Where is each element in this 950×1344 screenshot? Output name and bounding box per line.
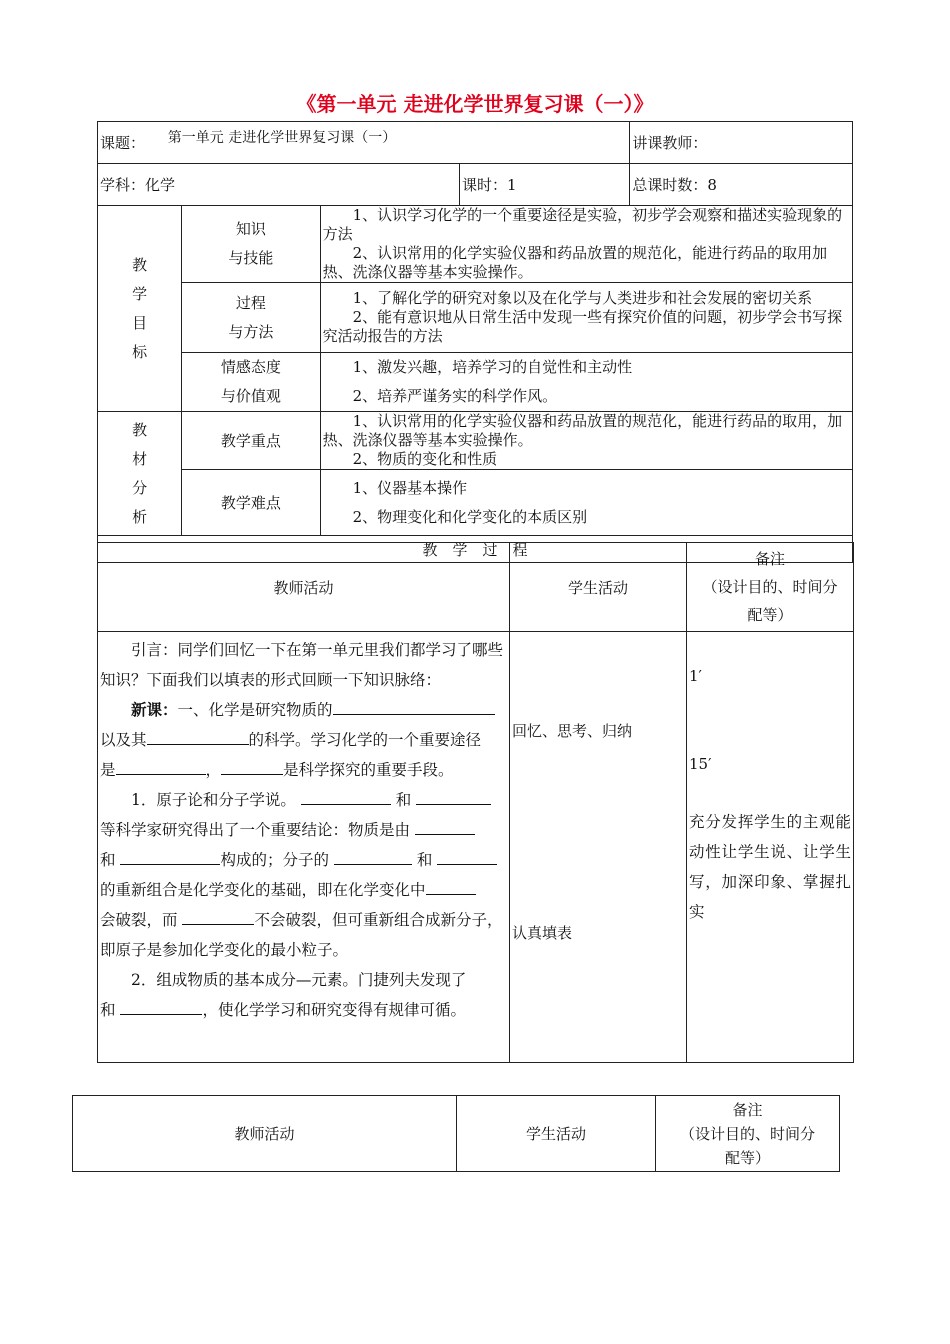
element-paragraph: 2．组成物质的基本成分—元素。门捷列夫发现了 和 ，使化学学习和研究变得有规律可循。: [100, 971, 467, 1019]
col-student-header-2: 学生活动: [457, 1096, 656, 1172]
objective-label-attitude: 情感态度 与价值观: [182, 353, 320, 412]
teacher-cell: 讲课教师：: [630, 122, 853, 164]
student-activity-fill: 认真填表: [512, 924, 573, 942]
analysis-group-label: 教 材 分 析: [98, 412, 182, 536]
analysis-label-difficult: 教学难点: [182, 470, 320, 536]
col-note-header: 备注 （设计目的、时间分 配等）: [687, 543, 854, 632]
objective-label-knowledge: 知识 与技能: [182, 206, 320, 283]
student-activity-recall: 回忆、思考、归纳: [512, 722, 633, 740]
new-lesson-paragraph: 新课：一、化学是研究物质的 以及其 的科学。学习化学的一个重要途径 是 ， 是科学探究的重要手段。: [100, 695, 507, 785]
objective-content-attitude: 1、激发兴趣，培养学习的自觉性和主动性 2、培养严谨务实的科学作风。: [320, 353, 852, 412]
note-time-1: 1′: [689, 667, 702, 685]
note-remark: 充分发挥学生的主观能动性让学生说、让学生写，加深印象、掌握扎实: [689, 813, 851, 921]
blank[interactable]: [415, 819, 475, 836]
note-content: [687, 632, 854, 1063]
total-periods-cell: 总课时数：8: [630, 164, 853, 206]
topic-label: 课题：: [100, 134, 146, 152]
atomic-theory-paragraph: 1．原子论和分子学说。 和 等科学家研究得出了一个重要结论：物质是由 和 构成的；分子的 和 的重新组合是化学变化的基础，即在化学变化中 会破裂，而 不会破裂，但可重新组合成新分子，即原子是参加化学变化的最小粒子。: [100, 785, 507, 965]
blank[interactable]: [333, 699, 495, 716]
objective-label-process: 过程 与方法: [182, 283, 320, 353]
col-student-header: 学生活动: [510, 543, 687, 632]
blank[interactable]: [426, 879, 476, 896]
objectives-group-label: 教 学 目 标: [98, 206, 182, 412]
lesson-plan-table: [97, 121, 853, 563]
blank[interactable]: [416, 789, 491, 806]
analysis-content-key: 1、认识常用的化学实验仪器和药品放置的规范化，能进行药品的取用，加热、洗涤仪器等基本实验操作。 2、物质的变化和性质: [320, 412, 852, 470]
blank[interactable]: [437, 849, 497, 866]
topic-cell: [98, 122, 630, 164]
page-title: 《第一单元 走进化学世界复习课（一）》: [296, 92, 654, 116]
analysis-content-difficult: 1、仪器基本操作 2、物理变化和化学变化的本质区别: [320, 470, 852, 536]
process-header: 教 学 过 程: [98, 536, 853, 563]
objective-content-process: 1、了解化学的研究对象以及在化学与人类进步和社会发展的密切关系 2、能有意识地从日常生活中发现一些有探究价值的问题，初步学会书写探究活动报告的方法: [320, 283, 852, 353]
topic-value: 第一单元 走进化学世界复习课（一）: [167, 130, 397, 146]
subject-cell: 学科：化学: [98, 164, 460, 206]
col-note-header-2: 备注 （设计目的、时间分 配等）: [656, 1096, 840, 1172]
student-activity-content: [510, 632, 687, 1063]
blank[interactable]: [147, 729, 249, 746]
col-teacher-header-2: 教师活动: [73, 1096, 457, 1172]
blank[interactable]: [182, 909, 254, 926]
blank[interactable]: [120, 849, 220, 866]
process-table: [97, 542, 854, 1063]
continuation-header-table: [72, 1095, 840, 1172]
period-cell: 课时：1: [459, 164, 629, 206]
blank[interactable]: [334, 849, 412, 866]
note-time-2: 15′: [689, 755, 712, 773]
intro-paragraph: 引言：同学们回忆一下在第一单元里我们都学习了哪些知识？下面我们以填表的形式回顾一下知识脉络：: [100, 641, 504, 689]
blank[interactable]: [120, 999, 202, 1016]
blank[interactable]: [301, 789, 391, 806]
objective-content-knowledge: 1、认识学习化学的一个重要途径是实验，初步学会观察和描述实验现象的方法 2、认识常用的化学实验仪器和药品放置的规范化，能进行药品的取用加热、洗涤仪器等基本实验操作。: [320, 206, 852, 283]
col-teacher-header: 教师活动: [98, 543, 510, 632]
analysis-label-key: 教学重点: [182, 412, 320, 470]
blank[interactable]: [221, 759, 283, 776]
blank[interactable]: [116, 759, 206, 776]
teacher-activity-content: [98, 632, 510, 1063]
